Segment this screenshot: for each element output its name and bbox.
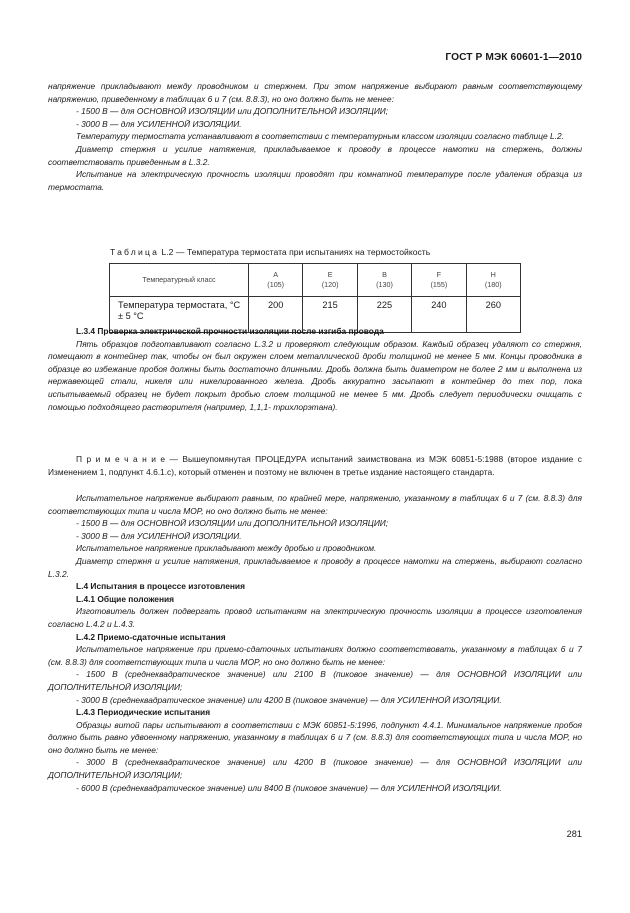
note-text: — Вышеупомянутая ПРОЦЕДУРА испытаний заимствована из МЭК 60851-5:1988 (второе издание с Изменением 1, подпункт 4.6.1.c), который отменен и поэтому не включен в третье издание настоящего стандарта.: [48, 454, 582, 477]
table-caption-title: — Температура термостата при испытаниях на термостойкость: [173, 247, 431, 257]
class-cell-e: E (120): [303, 264, 357, 297]
paragraph: Диаметр стержня и усилие натяжения, прикладываемое к проводу в процессе намотки на стержень, выбирают согласно L.3.2.: [48, 555, 582, 579]
paragraph: Изготовитель должен подвергать провод испытаниям на электрическую прочность изоляции в процессе изготовления согласно L.4.2 и L.4.3.: [48, 606, 582, 629]
paragraph: Испытательное напряжение прикладывают между дробью и проводником.: [76, 543, 377, 554]
list-item: - 6000 В (среднеквадратическое значение) или 8400 В (пиковое значение) — для УСИЛЕННОЙ ИЗОЛЯЦИИ.: [76, 782, 502, 793]
list-item: - 3000 В — для УСИЛЕННОЙ ИЗОЛЯЦИИ.: [76, 530, 242, 541]
value-cell: 240: [412, 297, 466, 333]
header-label-cell: Температурный класс: [110, 264, 249, 297]
subsection-heading: L.4.3 Периодические испытания: [76, 707, 211, 718]
page-number: 281: [566, 829, 582, 839]
paragraph: Испытательное напряжение при приемо-сдаточных испытаниях должно соответствовать, указанному в таблицах 6 и 7 (см. 8.8.3) для соответствующих типа и числа MOP, но оно должно быть не менее:: [48, 644, 582, 667]
class-cell-f: F (155): [412, 264, 466, 297]
section-l34: [48, 325, 582, 413]
table-caption-word: Таблица: [110, 247, 160, 257]
class-cell-h: H (180): [466, 264, 520, 297]
class-cell-a: A (105): [249, 264, 303, 297]
value-cell: 215: [303, 297, 357, 333]
note-label: П р и м е ч а н и е: [76, 454, 166, 464]
top-section: [48, 80, 582, 193]
value-cell: 225: [357, 297, 411, 333]
list-item: - 3000 В (среднеквадратическое значение) или 4200 В (пиковое значение) — для ОСНОВНОЙ ИЗОЛЯЦИИ или ДОПОЛНИТЕЛЬНОЙ ИЗОЛЯЦИИ;: [48, 757, 582, 781]
paragraph: Испытательное напряжение выбирают равным, по крайней мере, напряжению, указанному в таблицах 6 и 7 (см. 8.8.3) для соответствующих типа и числа MOP, но оно должно быть не менее:: [48, 493, 582, 516]
list-item: - 3000 В — для УСИЛЕННОЙ ИЗОЛЯЦИИ.: [76, 118, 242, 129]
row-label-cell: Температура термостата, °C ± 5 °C: [110, 297, 249, 333]
subsection-heading: L.4.2 Приемо-сдаточные испытания: [76, 631, 226, 642]
paragraph: Образцы витой пары испытывают в соответствии с МЭК 60851-5:1996, подпункт 4.4.1. Минимальное напряжение пробоя должно быть равно удвоенному напряжению, указанному в таблицах 6 и 7 (см. 8.8.3) для соответствующих типа и числа MOP, но оно должно быть не менее:: [48, 719, 582, 755]
temperature-table: [109, 263, 521, 333]
list-item: - 1500 В (среднеквадратическое значение) или 2100 В (пиковое значение) — для ОСНОВНОЙ ИЗОЛЯЦИИ или ДОПОЛНИТЕЛЬНОЙ ИЗОЛЯЦИИ;: [48, 669, 582, 692]
paragraph: Температуру термостата устанавливают в соответствии с температурным классом изоляции согласно таблице L.2.: [76, 131, 564, 142]
subsection-heading: L.4.1 Общие положения: [76, 593, 175, 604]
list-item: - 1500 В — для ОСНОВНОЙ ИЗОЛЯЦИИ или ДОПОЛНИТЕЛЬНОЙ ИЗОЛЯЦИИ;: [76, 518, 389, 529]
table-caption-num: L.2: [161, 247, 174, 257]
table-caption: [110, 247, 430, 257]
list-item: - 3000 В (среднеквадратическое значение) или 4200 В (пиковое значение) — для УСИЛЕННОЙ ИЗОЛЯЦИИ.: [76, 694, 502, 705]
paragraph: Пять образцов подготавливают согласно L.3.2 и проверяют следующим образом. Каждый образец удаляют со стержня, помещают в контейнер так, чтобы он был окружен слоем металлической дроби толщиной не менее 5 мм. Концы проводника в образце во избежание пробоя должны быть достаточно длинными. Дробь должна быть диаметром не более 2 мм и выполнена из нержавеющей стали, никеля или никелированного железа. Дробь аккуратно засыпают в контейнер до тех пор, пока испытываемый образец не будет покрыт дробью слоем толщиной не менее 5 мм. Дробь следует периодически очищать с помощью подходящего растворителя (например, 1,1,1- трихлорэтана).: [48, 338, 582, 412]
section-heading: L.4 Испытания в процессе изготовления: [76, 581, 245, 592]
class-cell-b: B (130): [357, 264, 411, 297]
document-header: ГОСТ Р МЭК 60601-1—2010: [445, 52, 582, 63]
list-item: - 1500 В — для ОСНОВНОЙ ИЗОЛЯЦИИ или ДОПОЛНИТЕЛЬНОЙ ИЗОЛЯЦИИ;: [76, 106, 389, 117]
paragraph: напряжение прикладывают между проводником и стержнем. При этом напряжение выбирают равным соответствующему напряжению, приведенному в таблицах 6 и 7 (см. 8.8.3), но оно должно быть не менее:: [48, 81, 582, 104]
value-cell: 200: [249, 297, 303, 333]
mid-section: [48, 492, 582, 794]
section-heading: L.3.4 Проверка электрической прочности изоляции после изгиба провода: [76, 326, 384, 336]
paragraph: Диаметр стержня и усилие натяжения, прикладываемое к проводу в процессе намотки на стержень, должны соответствовать приведенным в L.3.2.: [48, 143, 582, 167]
table-header-row: [110, 264, 521, 297]
paragraph: Испытание на электрическую прочность изоляции проводят при комнатной температуре после удаления образца из термостата.: [48, 169, 582, 192]
note-block: [48, 453, 582, 478]
value-cell: 260: [466, 297, 520, 333]
